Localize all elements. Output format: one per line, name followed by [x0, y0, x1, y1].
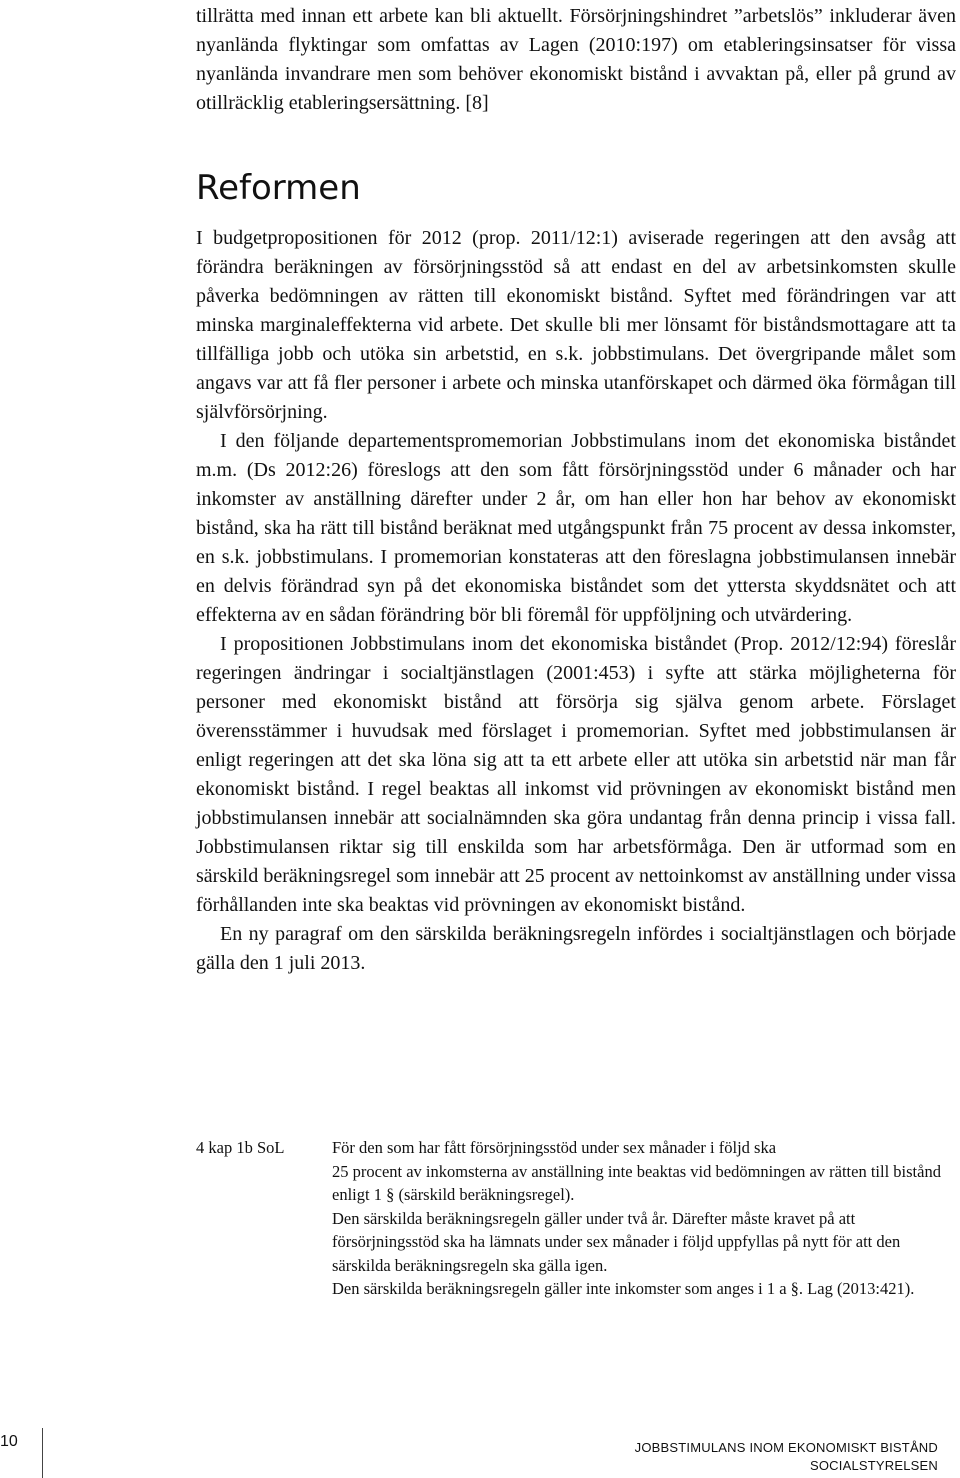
- legal-third-paragraph: Den särskilda beräkningsregeln gäller inte inkomster som anges i 1 a §. Lag (2013:421).: [332, 1279, 915, 1298]
- paragraph-budget: I budgetpropositionen för 2012 (prop. 2011/12:1) aviserade regeringen att den avsåg att förändra beräkningen av försörjningsstöd så att endast en del av arbetsinkomsten skulle påverka bedömningen av rätten till ekonomiskt bistånd. Syftet med förändringen var att minska marginaleffekterna vid arbete. Det skulle bli mer lönsamt för biståndsmottagare att ta tillfälliga jobb och utöka sin arbetstid, en s.k. jobbstimulans. Det övergripande målet som angavs var att få fler personer i arbete och minska utanförskapet och därmed öka förmågan till självförsörjning.: [196, 227, 956, 423]
- paragraph-new-law: En ny paragraf om den särskilda beräkningsregeln infördes i socialtjänstlagen och började gälla den 1 juli 2013.: [196, 923, 956, 974]
- page-number: 10: [0, 1433, 18, 1450]
- section-heading: Reformen: [196, 168, 361, 208]
- legal-first-text: För den som har fått försörjningsstöd under sex månader i följd ska: [332, 1138, 777, 1157]
- intro-paragraph: tillrätta med innan ett arbete kan bli aktuellt. Försörjningshindret ”arbetslös” inkluderar även nyanlända flyktingar som omfattas av Lagen (2010:197) om etableringsinsatser för vissa nyanlända invandrare men som behöver ekonomiskt bistånd i avvaktan på, eller på grund av otillräcklig etableringsersättning. [8]: [196, 5, 956, 114]
- paragraph-promemoria: I den följande departementspromemorian Jobbstimulans inom det ekonomiska biståndet m.m. (Ds 2012:26) föreslogs att den som fått försörjningsstöd under 6 månader och har inkomster av anställning därefter under 2 år, om han eller hon har behov av ekonomiskt bistånd, ska ha rätt till bistånd beräknat med utgångspunkt från 75 procent av dessa inkomster, en s.k. jobbstimulans. I promemorian konstateras att den föreslagna jobbstimulansen innebär en delvis förändrad syn på det ekonomiska biståndet som det yttersta skyddsnätet och att effekterna av en sådan förändring bör bli föremål för uppföljning och utvärdering.: [196, 430, 956, 626]
- paragraph-proposition: I propositionen Jobbstimulans inom det ekonomiska biståndet (Prop. 2012/12:94) föreslår regeringen ändringar i socialtjänstlagen (2001:453) i syfte att stärka möjligheterna för personer med ekonomiskt bistånd att försörja sig själva genom arbete. Förslaget överensstämmer i huvudsak med förslaget i promemorian. Syftet med jobbstimulansen är enligt regeringen att det ska löna sig att ta ett arbete eller att utöka sin arbetstid när man får ekonomiskt bistånd. I regel beaktas all inkomst vid prövningen av ekonomiskt bistånd men jobbstimulansen innebär att socialnämnden ska göra undantag från denna princip i vissa fall. Jobbstimulansen riktar sig till enskilda som har arbetsförmåga. Den är utformad som en särskild beräkningsregel som innebär att 25 procent av nettoinkomst av anställning under vissa förhållanden inte ska beaktas vid prövningen av ekonomiskt bistånd.: [196, 633, 956, 916]
- legal-quote: [196, 1136, 956, 1301]
- footer-document-title: JOBBSTIMULANS INOM EKONOMISKT BISTÅND: [634, 1440, 938, 1455]
- legal-second-paragraph: Den särskilda beräkningsregeln gäller under två år. Därefter måste kravet på att försörjningsstöd ska ha lämnats under sex månader i följd uppfyllas på nytt för att den särskilda beräkningsregeln ska gälla igen.: [332, 1208, 901, 1275]
- intro-block: [196, 2, 956, 118]
- footer-organization: SOCIALSTYRELSEN: [810, 1458, 938, 1473]
- legal-continuation: 25 procent av inkomsterna av anställning inte beaktas vid bedömningen av rätten till bistånd enligt 1 § (särskild beräkningsregel).: [332, 1161, 941, 1204]
- legal-reference: 4 kap 1b SoL: [196, 1138, 285, 1157]
- legal-body: [332, 1160, 956, 1301]
- section-body: [196, 224, 956, 978]
- footer-divider: [42, 1428, 43, 1478]
- legal-first-line: [196, 1136, 956, 1160]
